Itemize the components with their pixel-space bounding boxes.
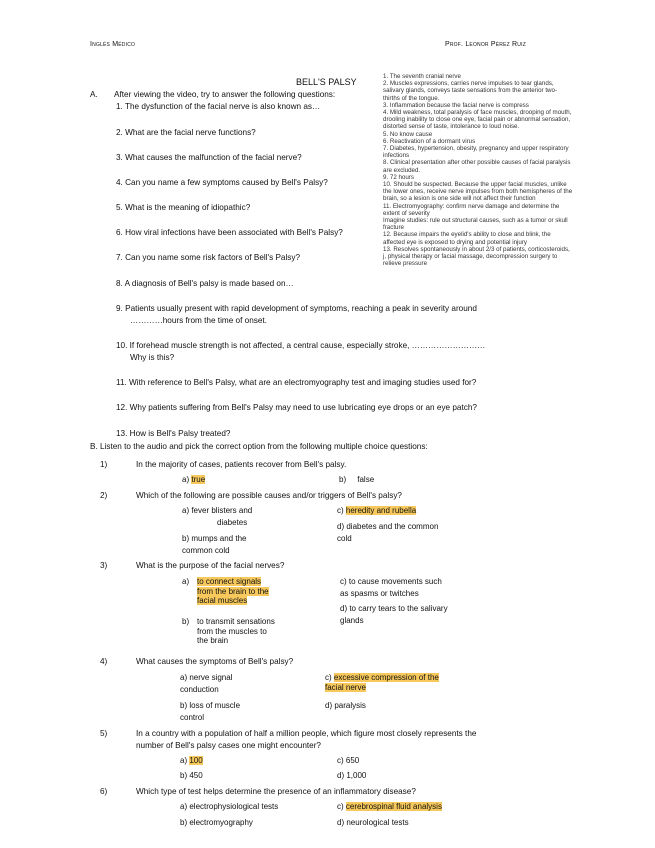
question-2: 2. What are the facial nerve functions?	[116, 128, 256, 137]
mc-4-option-c	[325, 673, 439, 692]
mc-3-option-c: c) to cause movements such	[340, 577, 442, 586]
mc-2-option-c	[337, 506, 416, 516]
mc-5-question-cont: number of Bell's palsy cases one might encounter?	[136, 741, 321, 750]
mc-2-number: 2)	[100, 491, 108, 500]
mc-4-option-b-cont: control	[180, 713, 205, 722]
mc-5-option-b: b) 450	[180, 771, 203, 780]
mc-4-option-a: a) nerve signal	[180, 673, 233, 682]
mc-3-option-a-letter: a)	[182, 577, 190, 586]
question-12: 12. Why patients suffering from Bell's Palsy may need to use lubricating eye drops or an eye patch?	[116, 403, 477, 412]
question-8: 8. A diagnosis of Bell's palsy is made based on…	[116, 279, 294, 288]
note-line: relieve pressure	[383, 260, 428, 268]
mc-2-option-a-cont: diabetes	[217, 518, 248, 527]
mc-6-option-b: b) electromyography	[180, 818, 253, 827]
highlighted-answer: true	[191, 475, 206, 484]
highlighted-answer: from the brain to the	[197, 586, 269, 596]
mc-6-option-a: a) electrophysiological tests	[180, 802, 279, 811]
note-line: distorted sense of taste, intolerance to loud noise.	[383, 123, 520, 131]
question-3: 3. What causes the malfunction of the facial nerve?	[116, 153, 302, 162]
note-line: infections	[383, 152, 410, 160]
question-13: 13. How is Bell's Palsy treated?	[116, 429, 231, 438]
header-left: Inglés Médico	[90, 41, 136, 48]
page-title: BELL'S PALSY	[296, 77, 357, 87]
note-line: extent of severity	[383, 209, 430, 217]
note-line: 12. Because impairs the eyelid's ability to close and blink, the	[383, 231, 551, 239]
mc-3-number: 3)	[100, 561, 108, 570]
mc-2-option-b-cont: common cold	[182, 546, 230, 555]
section-a-label: A.	[90, 90, 98, 99]
mc-3-option-a	[197, 577, 269, 606]
highlighted-answer: to connect signals	[197, 577, 262, 586]
mc-1-option-b	[339, 475, 374, 485]
option-letter: a)	[180, 756, 188, 765]
mc-4-option-d: d) paralysis	[325, 701, 366, 710]
mc-1-number: 1)	[100, 460, 108, 469]
highlighted-answer: excessive compression of the	[333, 673, 439, 682]
note-line: 10. Should be suspected. Because the upper facial muscles, unlike	[383, 181, 567, 188]
highlighted-answer: cerebrospinal fluid analysis	[345, 802, 442, 811]
question-9: 9. Patients usually present with rapid development of symptoms, reaching a peak in severity around	[116, 304, 477, 313]
question-11: 11. With reference to Bell's Palsy, what are an electromyography test and imaging studies used for?	[116, 378, 477, 387]
note-line: 8. Clinical presentation after other possible causes of facial paralysis	[383, 159, 571, 167]
option-text: false	[357, 475, 375, 484]
note-line: 4. Mild weakness, total paralysis of face muscles, drooping of mouth,	[383, 109, 572, 116]
note-line: Imagine studies: rule out structural causes, such as a tumor or skull	[383, 217, 568, 224]
note-line: drooling inability to close one eye, facial pain or abnormal sensation,	[383, 116, 571, 124]
note-line: are excluded.	[383, 166, 421, 174]
mc-2-question: Which of the following are possible causes and/or triggers of Bell's palsy?	[136, 491, 402, 500]
question-4: 4. Can you name a few symptoms caused by Bell's Palsy?	[116, 178, 328, 187]
note-line: 13. Resolves spontaneously in about 2/3 of patients, corticosteroids,	[383, 245, 570, 253]
note-line: 2. Muscles expressions, carries nerve impulses to tear glands,	[383, 80, 554, 88]
question-10-cont: Why is this?	[130, 353, 175, 362]
note-line: 11. Electromyography: confirm nerve damage and determine the	[383, 202, 560, 210]
option-text: from the muscles to	[197, 626, 267, 636]
mc-3-option-c-cont: as spasms or twitches	[340, 589, 419, 598]
note-line: 7. Diabetes, hypertension, obesity, pregnancy and upper respiratory	[383, 145, 569, 152]
option-letter: c)	[337, 506, 344, 515]
note-line: the lower ones, receive nerve impulses from both hemispheres of the	[383, 188, 573, 196]
mc-4-option-a-cont: conduction	[180, 685, 219, 694]
mc-3-option-b-letter: b)	[182, 617, 190, 626]
question-9-cont: …………hours from the time of onset.	[130, 316, 267, 325]
mc-1-option-a	[182, 475, 205, 485]
mc-6-number: 6)	[100, 787, 108, 796]
question-6: 6. How viral infections have been associated with Bell's Palsy?	[116, 228, 343, 237]
mc-5-number: 5)	[100, 729, 108, 738]
highlighted-answer: heredity and rubella	[345, 506, 417, 515]
mc-6-option-d: d) neurological tests	[337, 818, 409, 827]
mc-2-option-d-cont: cold	[337, 534, 352, 543]
highlighted-answer: facial nerve	[325, 682, 366, 692]
mc-3-question: What is the purpose of the facial nerves?	[136, 561, 285, 570]
section-b-intro: B. Listen to the audio and pick the correct option from the following multiple choice questions:	[90, 442, 428, 451]
note-line: 3. Inflammation because the facial nerve is compress	[383, 101, 529, 109]
question-5: 5. What is the meaning of idiopathic?	[116, 203, 251, 212]
mc-2-option-a: a) fever blisters and	[182, 506, 253, 515]
question-10: 10. If forehead muscle strength is not affected, a central cause, especially stroke, ………………………	[116, 341, 486, 350]
mc-2-option-b: b) mumps and the	[182, 534, 247, 543]
option-text: the brain	[197, 636, 229, 645]
note-line: salivary glands, conveys taste sensations from the anterior two-	[383, 87, 558, 95]
note-line: brain, so a lesion is one side will not affect their function	[383, 195, 536, 203]
option-letter: b)	[339, 475, 347, 484]
question-7: 7. Can you name some risk factors of Bell's Palsy?	[116, 253, 301, 262]
mc-5-option-d: d) 1,000	[337, 771, 367, 780]
mc-4-number: 4)	[100, 657, 108, 666]
highlighted-answer: 100	[189, 756, 203, 765]
mc-1-question: In the majority of cases, patients recover from Bell's palsy.	[136, 460, 347, 469]
mc-3-option-b	[197, 617, 275, 646]
mc-3-option-d-cont: glands	[340, 616, 364, 625]
header-right: Prof. Leonor Pérez Ruiz	[445, 41, 526, 48]
note-line: j, physical therapy or facial massage, decompression surgery to	[383, 253, 558, 260]
note-line: fracture	[383, 224, 404, 232]
mc-2-option-d: d) diabetes and the common	[337, 522, 439, 531]
note-line: affected eye is exposed to drying and potential injury	[383, 238, 528, 246]
mc-4-question: What causes the symptoms of Bell's palsy?	[136, 657, 294, 666]
option-letter: c)	[337, 802, 344, 811]
option-letter: c)	[325, 673, 332, 682]
mc-5-option-c: c) 650	[337, 756, 360, 765]
note-line: 9. 72 hours	[383, 173, 414, 181]
mc-3-option-d: d) to carry tears to the salivary	[340, 604, 448, 613]
option-text: to transmit sensations	[197, 617, 275, 626]
mc-6-option-c	[337, 802, 442, 812]
note-line: thirths of the tongue.	[383, 94, 440, 102]
option-letter: a)	[182, 475, 190, 484]
mc-4-option-b: b) loss of muscle	[180, 701, 241, 710]
question-1: 1. The dysfunction of the facial nerve is also known as…	[116, 102, 321, 111]
note-line: 6. Reactivation of a dormant virus	[383, 137, 476, 145]
highlighted-answer: facial muscles	[197, 596, 248, 605]
section-a-intro: After viewing the video, try to answer the following questions:	[114, 90, 336, 99]
mc-6-question: Which type of test helps determine the presence of an inflammatory disease?	[136, 787, 416, 796]
mc-5-option-a	[180, 756, 203, 766]
note-line: 5. No know cause	[383, 130, 433, 138]
note-line: 1. The seventh cranial nerve	[383, 73, 461, 80]
mc-5-question: In a country with a population of half a million people, which figure most closely represents the	[136, 729, 477, 738]
